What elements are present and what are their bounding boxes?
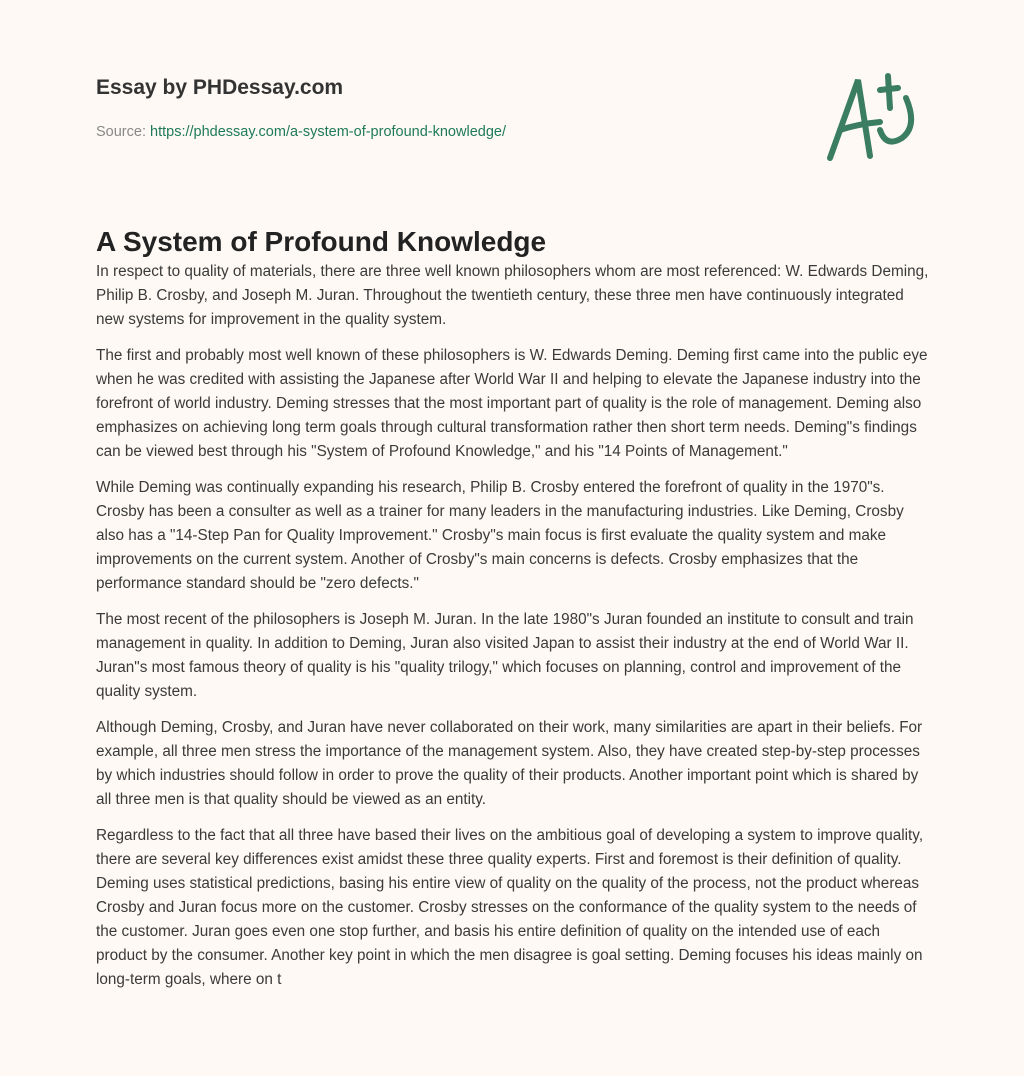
paragraph: Although Deming, Crosby, and Juran have never collaborated on their work, many similarities are apart in their beliefs. For example, all three men stress the importance of the management system. Also, they have created step-by-step processes by which industries should follow in order to prove the quality of their products. Another important point which is shared by all three men is that quality should be viewed as an entity. — [96, 719, 923, 808]
source-line — [96, 124, 506, 140]
paragraph: Regardless to the fact that all three have based their lives on the ambitious goal of developing a system to improve quality, there are several key differences exist amidst these three quality experts. First and foremost is their definition of quality. Deming uses statistical predictions, basing his entire view of quality on the quality of the process, not the product whereas Crosby and Juran focus more on the customer. Crosby stresses on the conformance of the quality system to the needs of the customer. Juran goes even one stop further, and basis his entire definition of quality on the intended use of each product by the consumer. Another key point in which the men disagree is goal setting. Deming focuses his ideas mainly on long-term goals, where on t — [96, 827, 924, 988]
source-link[interactable]: https://phdessay.com/a-system-of-profound-knowledge/ — [150, 124, 506, 140]
source-label: Source: — [96, 124, 146, 140]
paragraph: The first and probably most well known of these philosophers is W. Edwards Deming. Deming first came into the public eye when he was credited with assisting the Japanese after World War II and helping to elevate the Japanese industry into the forefront of world industry. Deming stresses that the most important part of quality is the role of management. Deming also emphasizes on achieving long term goals through cultural transformation rather then short term needs. Deming"s findings can be viewed best through his "System of Profound Knowledge," and his "14 Points of Management." — [96, 347, 928, 460]
a-plus-logo-icon — [820, 68, 930, 168]
article-body — [96, 260, 932, 1004]
page-title: A System of Profound Knowledge — [96, 226, 547, 257]
paragraph: The most recent of the philosophers is Joseph M. Juran. In the late 1980"s Juran founded an institute to consult and train management in quality. In addition to Deming, Juran also visited Japan to assist their industry at the end of World War II. Juran"s most famous theory of quality is his "quality trilogy," which focuses on planning, control and improvement of the quality system. — [96, 611, 914, 700]
paragraph: In respect to quality of materials, there are three well known philosophers whom are most referenced: W. Edwards Deming, Philip B. Crosby, and Joseph M. Juran. Throughout the twentieth century, these three men have continuously integrated new systems for improvement in the quality system. — [96, 263, 929, 328]
site-brand: Essay by PHDessay.com — [96, 76, 344, 99]
paragraph: While Deming was continually expanding his research, Philip B. Crosby entered the forefront of quality in the 1970"s. Crosby has been a consulter as well as a trainer for many leaders in the manufacturing industries. Like Deming, Crosby also has a "14-Step Pan for Quality Improvement." Crosby"s main focus is first evaluate the quality system and make improvements on the current system. Another of Crosby"s main concerns is defects. Crosby emphasizes that the performance standard should be "zero defects." — [96, 479, 904, 592]
